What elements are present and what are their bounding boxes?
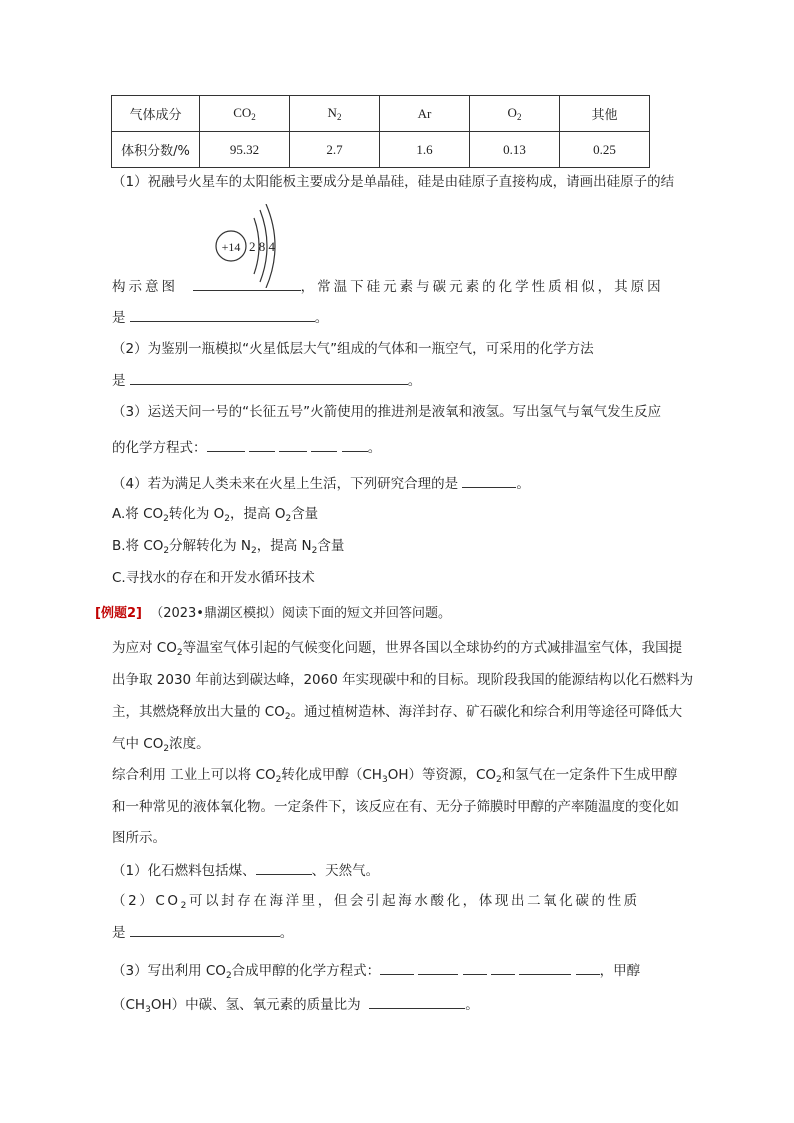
table-cell: 95.32 <box>200 132 290 168</box>
answer-blank[interactable] <box>256 860 312 875</box>
answer-blank[interactable] <box>130 307 315 322</box>
table-cell: Ar <box>380 96 470 132</box>
answer-blank[interactable] <box>311 437 337 452</box>
passage-line: 为应对 $CO_2$等温室气体引起的气候变化问题，世界各国以全球协约的方式减排温室气体，我国提 <box>112 640 683 658</box>
table-cell: 1.6 <box>380 132 470 168</box>
table-cell: 0.13 <box>470 132 560 168</box>
table-cell: 其他 <box>560 96 650 132</box>
passage-line: 气中 $CO_2$浓度。 <box>112 736 210 754</box>
electron-counts: 2 8 4 <box>249 239 275 254</box>
table-cell: $N_2$ <box>290 96 380 132</box>
table-cell: 体积分数/% <box>112 132 200 168</box>
answer-blank[interactable] <box>279 437 307 452</box>
option-a[interactable]: A.将 $CO_2$转化为 $O_2$，提高 $O_2$含量 <box>112 506 319 524</box>
example-2-header: [例题2] （2023•鼎湖区模拟）阅读下面的短文并回答问题。 <box>95 606 451 621</box>
answer-blank[interactable] <box>369 994 465 1009</box>
answer-blank[interactable] <box>491 960 515 975</box>
table-cell: 气体成分 <box>112 96 200 132</box>
example-2-question-3: （3）写出利用 $CO_2$合成甲醇的化学方程式： ，甲醇 <box>112 960 640 986</box>
answer-blank[interactable] <box>130 370 408 385</box>
table-cell: 0.25 <box>560 132 650 168</box>
passage-line: 和一种常见的液体氧化物。一定条件下，该反应在有、无分子筛膜时甲醇的产率随温度的变化如 <box>112 799 679 815</box>
passage-line: 综合利用 工业上可以将 $CO_2$转化成甲醇$(CH_3OH)$等资源，$CO_2$和氢气在一定条件下生成甲醇 <box>112 767 678 785</box>
table-row <box>112 132 650 168</box>
answer-blank[interactable] <box>519 960 571 975</box>
nucleus-charge: +14 <box>221 240 241 254</box>
example-2-question-3-line-2: $(CH_3OH)$中碳、氢、氧元素的质量比为 。 <box>112 994 479 1020</box>
option-b[interactable]: B.将 $CO_2$分解转化为 $N_2$，提高 $N_2$含量 <box>112 538 345 556</box>
option-c[interactable]: C.寻找水的存在和开发水循环技术 <box>112 570 315 586</box>
question-2-text: （2）为鉴别一瓶模拟“火星低层大气”组成的气体和一瓶空气，可采用的化学方法 <box>112 341 594 357</box>
example-2-question-2-line-2: 是 。 <box>112 922 293 943</box>
gas-composition-table <box>111 95 650 168</box>
question-4-text: （4）若为满足人类未来在火星上生活，下列研究合理的是 。 <box>112 473 530 494</box>
answer-blank[interactable] <box>342 437 368 452</box>
example-2-question-1: （1）化石燃料包括煤、 、天然气。 <box>112 860 379 881</box>
answer-blank[interactable] <box>576 960 600 975</box>
answer-blank[interactable] <box>463 960 487 975</box>
question-1-line-3: 是 。 <box>112 307 328 328</box>
table-row <box>112 96 650 132</box>
example-label: [例题2] <box>95 606 142 621</box>
table-cell: $O_2$ <box>470 96 560 132</box>
answer-blank[interactable] <box>418 960 458 975</box>
passage-line: 主，其燃烧释放出大量的 $CO_2$。通过植树造林、海洋封存、矿石碳化和综合利用等途径可降低大 <box>112 704 683 722</box>
question-3-text: （3）运送天问一号的“长征五号”火箭使用的推进剂是液氧和液氢。写出氢气与氧气发生反应 <box>112 404 662 420</box>
answer-blank[interactable] <box>207 437 245 452</box>
passage-line: 图所示。 <box>112 830 166 846</box>
answer-blank[interactable] <box>193 276 301 291</box>
question-1-text: （1）祝融号火星车的太阳能板主要成分是单晶硅，硅是由硅原子直接构成，请画出硅原子的结 <box>112 174 675 190</box>
answer-blank[interactable] <box>249 437 275 452</box>
table-cell: 2.7 <box>290 132 380 168</box>
passage-line: 出争取 2030 年前达到碳达峰，2060 年实现碳中和的目标。现阶段我国的能源结构以化石燃料为 <box>112 672 694 688</box>
table-cell: $CO_2$ <box>200 96 290 132</box>
answer-blank[interactable] <box>462 473 516 488</box>
answer-blank[interactable] <box>130 922 280 937</box>
question-2-line-2: 是 。 <box>112 370 421 391</box>
answer-blank[interactable] <box>380 960 414 975</box>
question-1-line-2: 构示意图 ，常温下硅元素与碳元素的化学性质相似，其原因 <box>112 276 664 297</box>
example-2-question-2: $(2)CO_2$可以封存在海洋里，但会引起海水酸化，体现出二氧化碳的性质 <box>112 893 640 911</box>
question-3-line-2: 的化学方程式： 。 <box>112 437 381 458</box>
